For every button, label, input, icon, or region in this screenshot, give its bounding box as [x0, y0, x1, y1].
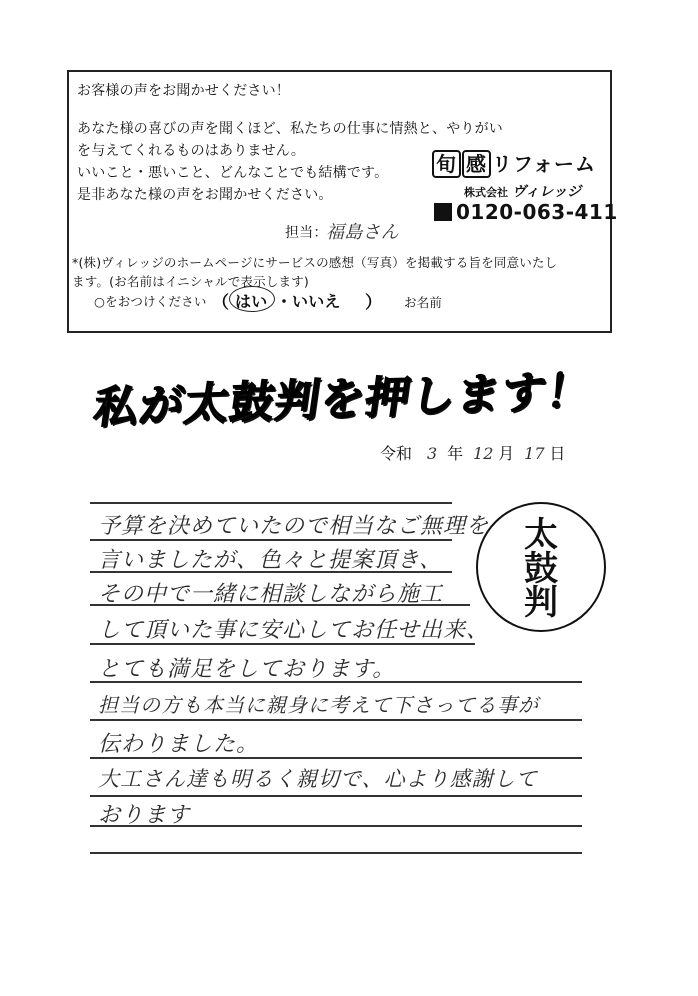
ruled-line — [90, 502, 452, 504]
handwritten-line: おります — [98, 803, 191, 828]
intro-line: あなた様の喜びの声を聞くほど、私たちの仕事に情熱と、やりがい — [77, 121, 503, 137]
paren-open: （ — [212, 293, 230, 313]
logo-company: 株式会社 ヴィレッジ — [464, 184, 582, 200]
stamp-char: 太 — [524, 515, 558, 555]
paren-close: ） — [365, 293, 383, 313]
taikoban-stamp — [476, 502, 606, 632]
consent-prompt: ○をおつけください — [94, 294, 207, 309]
option-separator: ・ — [276, 292, 293, 311]
page-title: 私が太鼓判を押します！ — [90, 365, 596, 434]
handwritten-line: 伝わりました。 — [98, 732, 260, 757]
consent-line: *(株)ヴィレッジのホームページにサービスの感想（写真）を掲載する旨を同意いたし — [72, 255, 558, 270]
handwritten-line: 担当の方も本当に親身に考えて下さってる事が — [98, 693, 539, 717]
handwritten-line: 大工さん達も明るく親切で、心より感謝して — [98, 767, 538, 791]
option-yes[interactable]: はい — [235, 292, 268, 311]
ruled-line — [90, 795, 582, 797]
logo-brand: 旬 感 リフォーム — [432, 148, 596, 178]
staff-name: 福島さん — [326, 222, 399, 243]
handwritten-line: その中で一緒に相談しながら施工 — [98, 582, 444, 607]
intro-line: を与えてくれるものはありません。 — [77, 143, 306, 159]
phone-number: 0120-063-411 — [434, 200, 618, 224]
card-heading: お客様の声をお聞かせください！ — [77, 83, 290, 99]
freedial-icon — [434, 203, 452, 221]
staff-label: 担当： — [285, 225, 328, 241]
intro-line: いいこと・悪いこと、どんなことでも結構です。 — [77, 165, 389, 181]
name-label: お名前 — [404, 295, 443, 310]
handwritten-line: とても満足をしております。 — [98, 657, 396, 682]
stamp-char: 判 — [524, 583, 558, 623]
handwritten-line: 言いましたが、色々と提案頂き、 — [98, 548, 443, 573]
handwritten-line: 予算を決めていたので相当なご無理を — [98, 514, 490, 539]
handwritten-line: して頂いた事に安心してお任せ出来、 — [98, 618, 490, 643]
consent-line: ます。(お名前はイニシャルで表示します) — [72, 274, 310, 289]
stamp-char: 鼓 — [524, 549, 558, 589]
intro-line: 是非あなた様の声をお聞かせください。 — [77, 187, 333, 203]
date: 令和 3 年 12 月 17 日 — [380, 444, 566, 463]
option-no[interactable]: いいえ — [292, 292, 341, 311]
ruled-line — [90, 719, 582, 721]
ruled-line — [90, 852, 582, 854]
